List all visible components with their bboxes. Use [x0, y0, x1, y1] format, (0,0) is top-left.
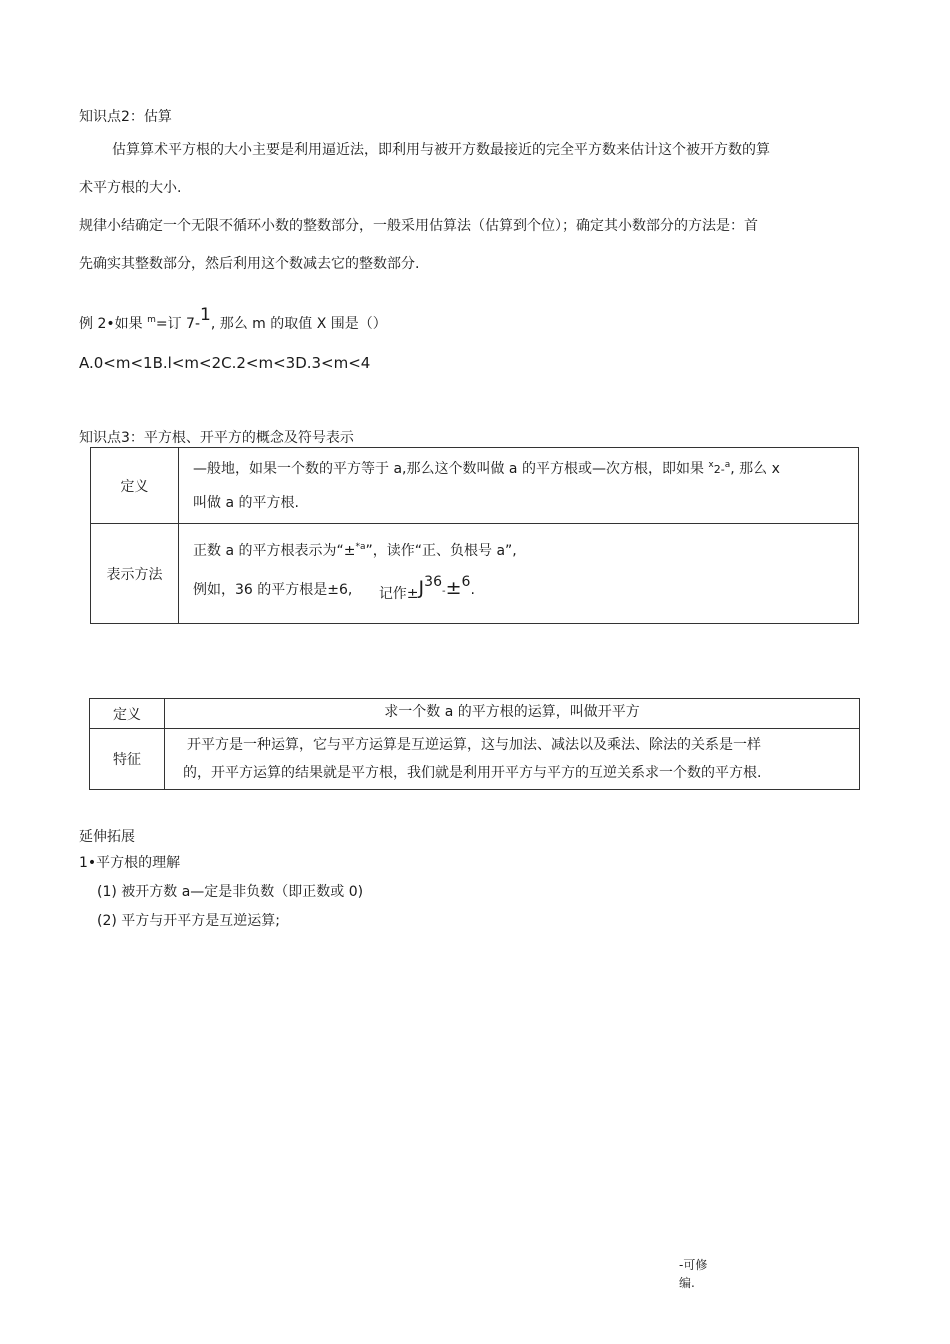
extension-sub2: (2) 平方与开平方是互逆运算;: [97, 913, 280, 929]
operation-feat-content: [165, 729, 860, 790]
operation-def-label: 定义: [90, 699, 165, 729]
kp3-def-label: 定义: [91, 448, 179, 524]
kp3-rep-pm: ±: [445, 576, 462, 599]
operation-feat-line1: 开平方是一种运算，它与平方运算是互逆运算，这与加法、减法以及乘法、除法的关系是一样: [187, 737, 761, 753]
kp3-def-line2: 叫做 a 的平方根.: [193, 494, 299, 511]
kp3-rep-line2: [193, 568, 850, 612]
kp3-def-line1: [193, 453, 850, 487]
kp3-rep-dot: .: [470, 581, 475, 598]
extension-sub1: (1) 被开方数 a—定是非负数（即正数或 0): [97, 884, 364, 900]
operation-row-definition: [90, 699, 860, 729]
kp3-title: 知识点3：平方根、开平方的概念及符号表示: [79, 430, 354, 446]
example-mid: =订 7-: [155, 316, 200, 332]
footer-line2: 编.: [679, 1276, 695, 1290]
kp3-rep-j: J: [418, 576, 425, 599]
kp3-def-line1-c: , 那么 x: [730, 460, 780, 477]
kp3-def-line1-b: 2-: [713, 462, 725, 476]
kp3-rep-line2-a: 例如，36 的平方根是±6,: [193, 581, 353, 598]
kp3-def-line1-a: —般地，如果一个数的平方等于 a,那么这个数叫做 a 的平方根或—次方根，即如果: [193, 460, 709, 477]
example-sup-1: 1: [200, 305, 211, 325]
kp2-title: 知识点2：估算: [79, 109, 172, 125]
kp2-para1-line2: 术平方根的大小.: [79, 180, 182, 196]
kp3-def-sup: x: [708, 459, 714, 470]
kp2-para2-line1: 规律小结确定一个无限不循环小数的整数部分，一般采用估算法（估算到个位）；确定其小数部分的方法是：首: [79, 218, 758, 234]
example-options: A.0<m<1B.l<m<2C.2<m<3D.3<m<4: [79, 354, 371, 372]
kp3-rep-36: 36: [424, 573, 442, 590]
kp3-def-sup2: a: [724, 459, 731, 470]
operation-feat-line2: 的，开平方运算的结果就是平方根，我们就是利用开平方与平方的互逆关系求一个数的平方根.: [183, 765, 762, 781]
kp3-rep-content: [179, 524, 859, 624]
kp3-rep-sup: *a: [355, 541, 366, 552]
example-prefix: 例 2•如果: [79, 316, 148, 332]
kp3-table: [90, 447, 859, 624]
kp3-rep-line2-b: 记作±: [378, 585, 419, 602]
kp3-row-definition: [91, 448, 859, 524]
kp3-rep-dash: -: [441, 585, 446, 597]
kp3-rep-label: 表示方法: [91, 524, 179, 624]
kp3-rep-line1: [193, 536, 850, 568]
operation-table: [89, 698, 860, 790]
kp2-para2-line2: 先确实其整数部分，然后利用这个数减去它的整数部分.: [79, 256, 420, 272]
kp3-rep-line1-b: ”，读作“正、负根号 a”,: [365, 542, 517, 559]
kp3-rep-6: 6: [461, 573, 471, 590]
extension-item1: 1•平方根的理解: [79, 855, 181, 871]
operation-def-text: 求一个数 a 的平方根的运算，叫做开平方: [165, 699, 860, 729]
example-question: [79, 305, 387, 337]
operation-row-feature: [90, 729, 860, 790]
footer-line1: -可修: [679, 1258, 708, 1272]
extension-title: 延伸拓展: [79, 829, 135, 845]
example-suffix: , 那么 m 的取值 X 围是（）: [210, 316, 387, 332]
example-sup-m: m: [147, 315, 156, 325]
kp3-row-representation: [91, 524, 859, 624]
kp3-def-content: [179, 448, 859, 524]
kp2-para1-line1: 估算算术平方根的大小主要是利用逼近法，即利用与被开方数最接近的完全平方数来估计这个被开方数的算: [112, 142, 770, 158]
operation-feat-label: 特征: [90, 729, 165, 790]
kp3-rep-line1-a: 正数 a 的平方根表示为“±: [193, 542, 356, 559]
